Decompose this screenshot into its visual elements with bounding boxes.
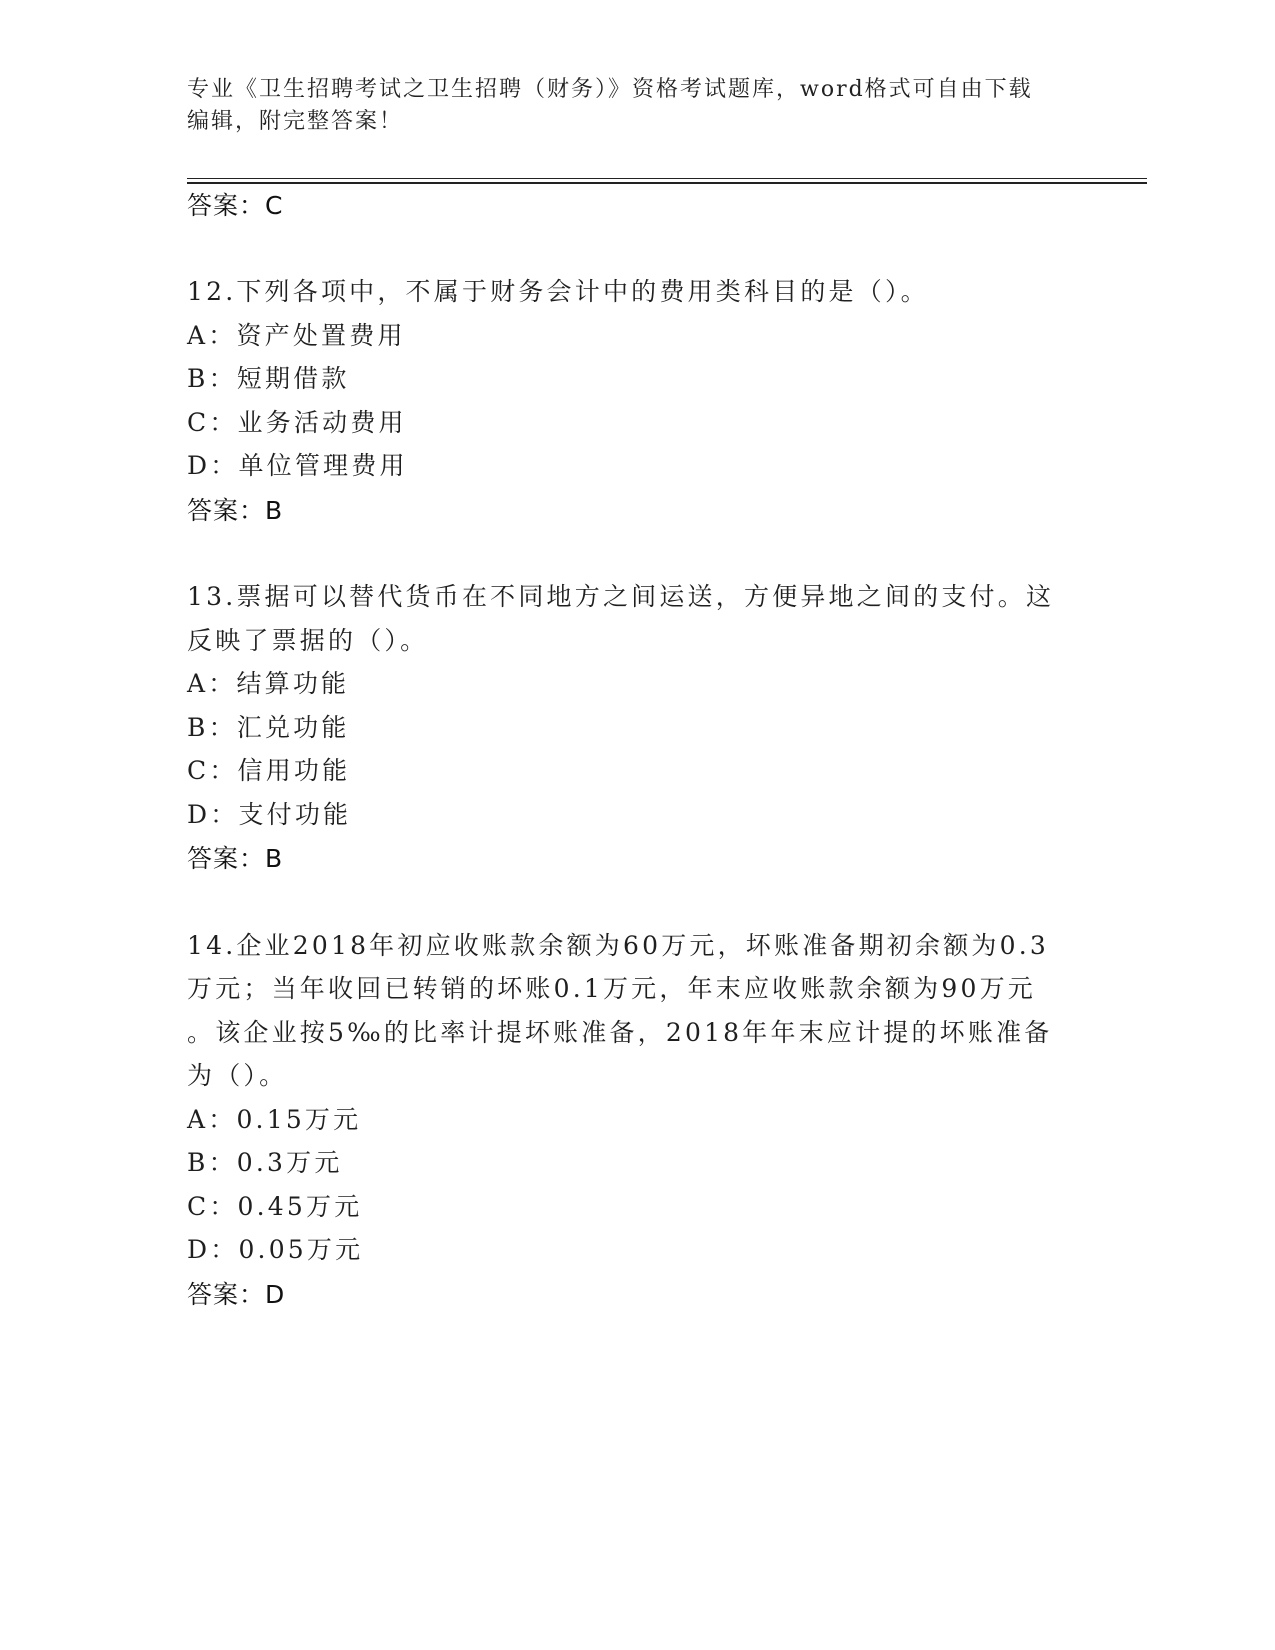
question-12-stem: 12.下列各项中，不属于财务会计中的费用类科目的是（）。 (187, 277, 929, 306)
document-header (187, 74, 1067, 138)
question-14-option-d: D：0.05万元 (187, 1235, 364, 1264)
question-12-option-c: C：业务活动费用 (187, 408, 407, 437)
question-13-stem-line-2: 反映了票据的（）。 (187, 626, 429, 655)
question-13-option-b: B：汇兑功能 (187, 713, 350, 742)
question-14-option-b: B：0.3万元 (187, 1148, 343, 1177)
question-14-answer: 答案：D (187, 1280, 286, 1309)
question-13-option-d: D：支付功能 (187, 800, 352, 829)
question-14-stem-line-2: 万元；当年收回已转销的坏账0.1万元，年末应收账款余额为90万元 (187, 974, 1036, 1003)
question-13-stem-line-1: 13.票据可以替代货币在不同地方之间运送，方便异地之间的支付。这 (187, 582, 1055, 611)
question-12-option-b: B：短期借款 (187, 364, 350, 393)
prev-question-answer: 答案：C (187, 191, 284, 220)
question-14-stem-line-3: 。该企业按5‰的比率计提坏账准备，2018年年末应计提的坏账准备 (187, 1018, 1053, 1047)
question-13-answer: 答案：B (187, 844, 284, 873)
header-title-line-2: 编辑，附完整答案！ (187, 109, 404, 134)
question-14-stem-line-4: 为（）。 (187, 1061, 288, 1090)
header-divider-thin (187, 178, 1147, 179)
question-14-option-a: A：0.15万元 (187, 1105, 362, 1134)
question-13-option-a: A：结算功能 (187, 669, 350, 698)
question-14-stem-line-1: 14.企业2018年初应收账款余额为60万元，坏账准备期初余额为0.3 (187, 931, 1049, 960)
header-title-line-1: 专业《卫生招聘考试之卫生招聘（财务）》资格考试题库，word格式可自由下载 (187, 77, 1033, 102)
question-12-option-d: D：单位管理费用 (187, 451, 408, 480)
question-13-option-c: C：信用功能 (187, 756, 351, 785)
question-12-answer: 答案：B (187, 496, 284, 525)
question-14-option-c: C：0.45万元 (187, 1192, 363, 1221)
question-12-option-a: A：资产处置费用 (187, 321, 406, 350)
header-divider-thick (187, 182, 1147, 184)
